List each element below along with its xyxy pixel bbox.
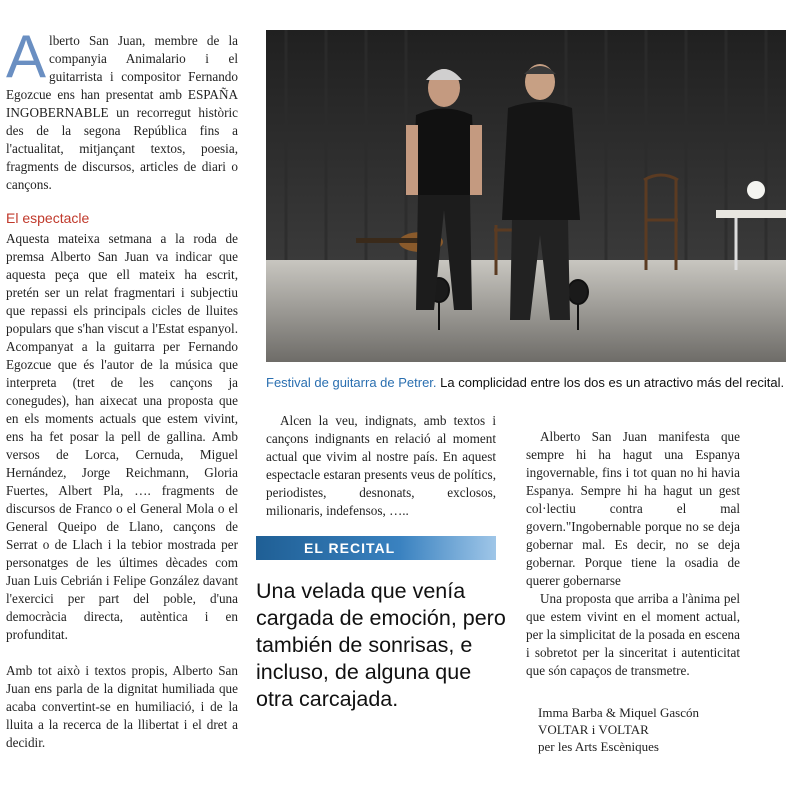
body-paragraph-1: Aquesta mateixa setmana a la roda de premsa Alberto San Juan va indicar que aquesta peça que ell mateix ha escrit, pretén ser un relat fragmentari i subjectiu que repassi els principals cicles de lluites populars que s'han viscut a l'Estat espanyol. Acompanyat a la guitarra per Fernando Egozcue que és l'autor de la música que interpreta (tret de les cançons ja conegudes), han aixecat una proposta que en els moments actuals que estem vivint, ens ha fet posar la pell de gallina. Amb versos de Lorca, Cernuda, Miguel Hernández, Jorge Reichmann, Gloria Fuertes, Albert Pla, …. fragments de discursos de Franco o el General Mola o el General Queipo de Llano, cançons de Serrat o de Llach i la tebior mostrada per personatges de les últimes dècades com Juan Luis Cebrián i Felipe González davant l'exercici per part del poble, d'una democràcia directa, autèntica i en profunditat. — [6, 231, 238, 642]
drop-cap: A — [6, 23, 47, 90]
body-paragraph-2: Amb tot això i textos propis, Alberto San Juan ens parla de la dignitat humiliada que acaba convertint-se en humiliació, i de la lluita a la recerca de la llibertat i el dret a decidir. — [6, 663, 238, 750]
signature-line-3: per les Arts Escèniques — [538, 739, 659, 754]
stage-photo — [266, 30, 786, 362]
middle-paragraph: Alcen la veu, indignats, amb textos i cançons indignants en relació al moment actual que vivim al nostre país. En aquest espectacle estaran presents veus de polítics, periodistes, desnonats, exclosos, milionaris, indefensos, ….. — [266, 413, 496, 518]
right-paragraph-1: Alberto San Juan manifesta que sempre hi ha hagut una Espanya ingovernable, fins i tot quan no hi havia Espanya. Sempre hi ha hagut un gest col·lectiu contra el mal govern."Ingobernable porque no se deja gobernar mal. Es decir, no se deja gobernar. Porque tiene la osadia de querer gobernarse — [526, 429, 740, 588]
signature-line-2: VOLTAR i VOLTAR — [538, 722, 649, 737]
pull-quote: Una velada que venía cargada de emoción, pero también de sonrisas, e incluso, de alguna que otra carcajada. — [256, 579, 506, 711]
signature — [538, 704, 699, 755]
caption-text: La complicidad entre los dos es un atractivo más del recital. — [436, 375, 785, 390]
section-heading: El espectacle — [6, 210, 90, 226]
signature-authors: Imma Barba & Miquel Gascón — [538, 705, 700, 720]
photo-caption — [266, 374, 786, 392]
right-paragraph-2: Una proposta que arriba a l'ànima pel que estem vivint en el moment actual, per la simplicitat de la posada en escena i sobretot per la sinceritat i autenticitat que són capaços de transmetre. — [526, 591, 740, 678]
stage-photo-illustration — [266, 30, 786, 362]
section-banner: EL RECITAL — [256, 536, 496, 560]
left-column — [6, 23, 238, 752]
intro-text: lberto San Juan, membre de la companyia Animalario i el guitarrista i compositor Fernando Egozcue ens han presentat amb ESPAÑA INGOBERNABLE un recorregut històric des de la segona República fins a l'actualitat, mitjançant textos, poesia, fragments de discursos, articles de diari o cançons. — [6, 33, 238, 192]
intro-paragraph — [6, 23, 238, 194]
middle-column — [266, 412, 496, 520]
right-column — [526, 428, 740, 680]
caption-highlight: Festival de guitarra de Petrer. — [266, 375, 437, 390]
